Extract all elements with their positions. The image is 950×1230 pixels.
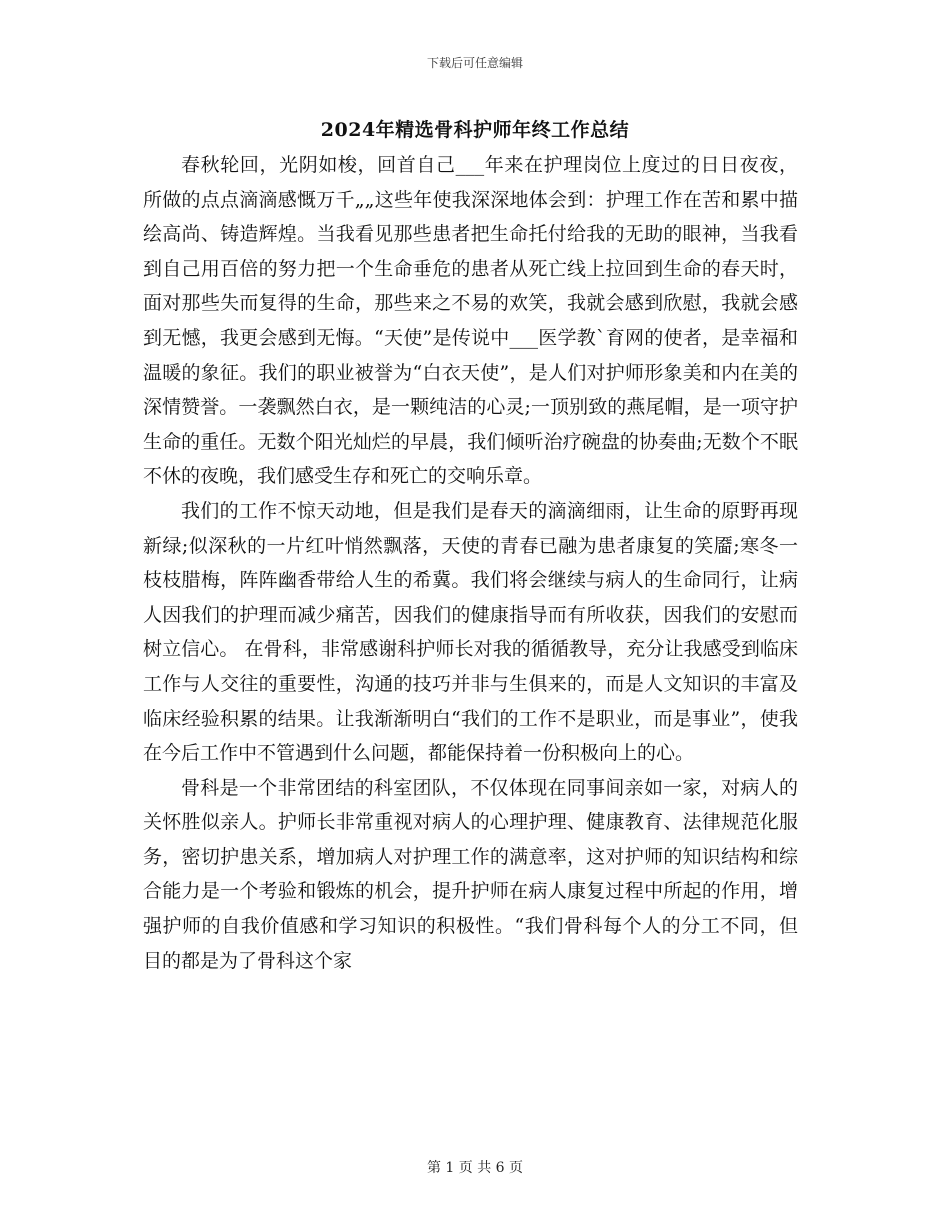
paragraph-1: 春秋轮回，光阴如梭，回首自己___年来在护理岗位上度过的日日夜夜，所做的点点滴滴感慨万千„„这些年使我深深地体会到：护理工作在苦和累中描绘高尚、铸造辉煌。当我看见那些患者把生命托付给我的无助的眼神，当我看到自己用百倍的努力把一个生命垂危的患者从死亡线上拉回到生命的春天时，面对那些失而复得的生命，那些来之不易的欢笑，我就会感到欣慰，我就会感到无憾，我更会感到无悔。“天使”是传说中___医学教`育网的使者，是幸福和温暖的象征。我们的职业被誉为“白衣天使”，是人们对护师形象美和内在美的深情赞誉。一袭飘然白衣，是一颗纯洁的心灵;一顶别致的燕尾帽，是一项守护生命的重任。无数个阳光灿烂的早晨，我们倾听治疗碗盘的协奏曲;无数个不眠不休的夜晚，我们感受生存和死亡的交响乐章。 bbox=[143, 154, 798, 488]
page-number: 第 1 页 共 6 页 bbox=[426, 1160, 524, 1176]
document-body bbox=[143, 148, 798, 978]
paragraph-3: 骨科是一个非常团结的科室团队，不仅体现在同事间亲如一家，对病人的关怀胜似亲人。护师长非常重视对病人的心理护理、健康教育、法律规范化服务，密切护患关系，增加病人对护理工作的满意率，这对护师的知识结构和综合能力是一个考验和锻炼的机会，提升护师在病人康复过程中所起的作用，增强护师的自我价值感和学习知识的积极性。“我们骨科每个人的分工不同，但目的都是为了骨科这个家 bbox=[143, 776, 798, 972]
paragraph-2: 我们的工作不惊天动地，但是我们是春天的滴滴细雨，让生命的原野再现新绿;似深秋的一片红叶悄然飘落，天使的青春已融为患者康复的笑靥;寒冬一枝枝腊梅，阵阵幽香带给人生的希冀。我们将会继续与病人的生命同行，让病人因我们的护理而减少痛苦，因我们的健康指导而有所收获，因我们的安慰而树立信心。 在骨科，非常感谢科护师长对我的循循教导，充分让我感受到临床工作与人交往的重要性，沟通的技巧并非与生俱来的，而是人文知识的丰富及临床经验积累的结果。让我渐渐明白“我们的工作不是职业，而是事业”，使我在今后工作中不管遇到什么问题，都能保持着一份积极向上的心。 bbox=[143, 499, 798, 765]
header-note: 下载后可任意编辑 bbox=[426, 56, 523, 70]
document-title: 2024年精选骨科护师年终工作总结 bbox=[320, 119, 630, 141]
